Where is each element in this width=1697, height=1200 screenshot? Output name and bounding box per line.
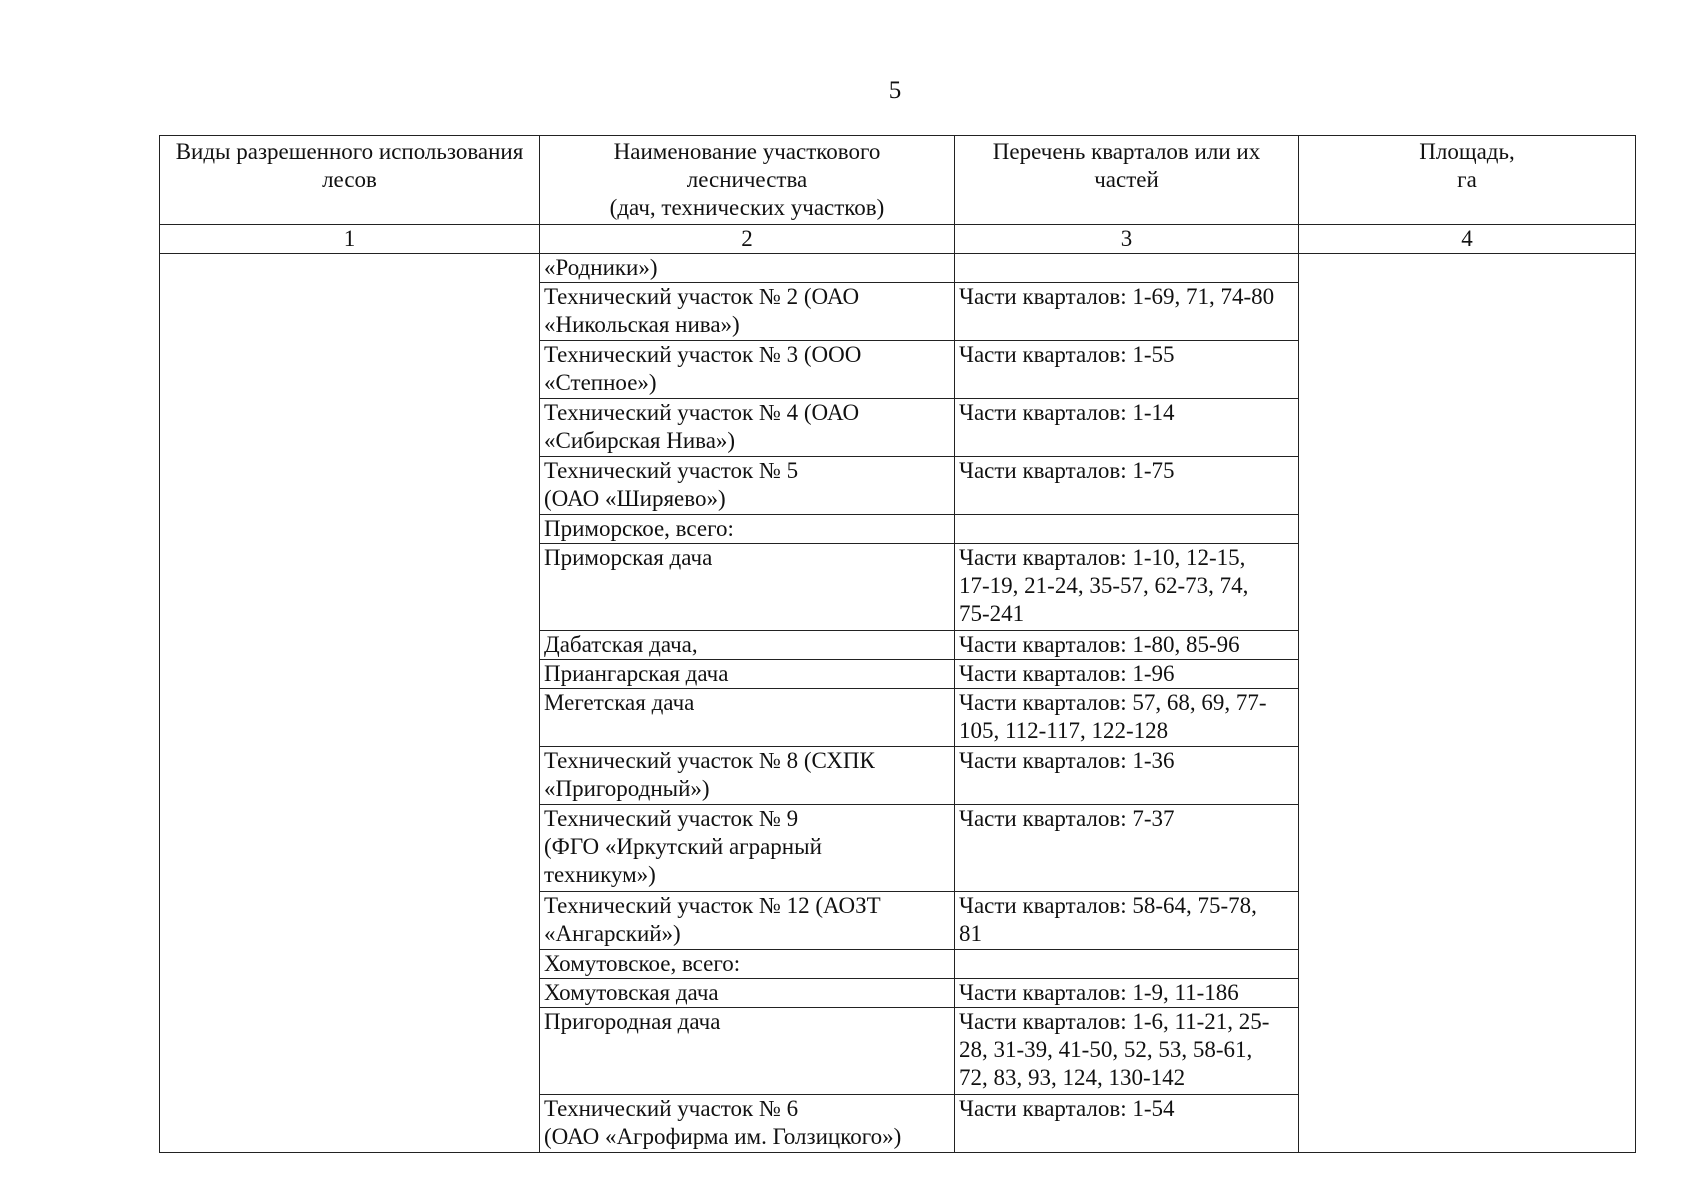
quarters-cell: Части кварталов: 1-96 [955,660,1299,689]
quarters-cell: Части кварталов: 1-55 [955,341,1299,399]
quarters-cell: Части кварталов: 1-75 [955,457,1299,515]
forestry-name-cell: Технический участок № 9 (ФГО «Иркутский аграрный техникум») [540,805,955,892]
quarters-cell: Части кварталов: 1-80, 85-96 [955,631,1299,660]
quarters-cell: Части кварталов: 1-36 [955,747,1299,805]
table-row [160,254,1636,283]
forestry-name-cell: Технический участок № 6 (ОАО «Агрофирма им. Голзицкого») [540,1095,955,1153]
forestry-name-cell: Мегетская дача [540,689,955,747]
page-number: 5 [888,77,902,104]
forestry-name-cell: Технический участок № 2 (ОАО «Никольская нива») [540,283,955,341]
forestry-name-cell: Технический участок № 4 (ОАО «Сибирская Нива») [540,399,955,457]
forestry-name-cell: Пригородная дача [540,1008,955,1095]
column-number: 3 [955,225,1299,254]
forest-use-type-cell [160,254,540,1153]
forestry-name-cell: Технический участок № 12 (АОЗТ «Ангарский») [540,892,955,950]
forestry-name-cell: Технический участок № 8 (СХПК «Пригородный») [540,747,955,805]
header-forest-use-type: Виды разрешенного использования лесов [160,136,540,225]
table-header-row [160,136,1636,225]
quarters-cell: Части кварталов: 1-14 [955,399,1299,457]
quarters-cell [955,950,1299,979]
quarters-cell [955,254,1299,283]
quarters-cell: Части кварталов: 1-6, 11-21, 25- 28, 31-39, 41-50, 52, 53, 58-61, 72, 83, 93, 124, 130-142 [955,1008,1299,1095]
quarters-cell: Части кварталов: 7-37 [955,805,1299,892]
quarters-cell: Части кварталов: 1-10, 12-15, 17-19, 21-24, 35-57, 62-73, 74, 75-241 [955,544,1299,631]
header-area: Площадь, га [1299,136,1636,225]
quarters-cell: Части кварталов: 1-69, 71, 74-80 [955,283,1299,341]
forestry-name-cell: Хомутовское, всего: [540,950,955,979]
forestry-name-cell: Дабатская дача, [540,631,955,660]
quarters-cell: Части кварталов: 57, 68, 69, 77- 105, 112-117, 122-128 [955,689,1299,747]
column-number: 4 [1299,225,1636,254]
forestry-name-cell: Технический участок № 5 (ОАО «Ширяево») [540,457,955,515]
forestry-name-cell: Приморское, всего: [540,515,955,544]
forestry-name-cell: Приморская дача [540,544,955,631]
forestry-name-cell: «Родники») [540,254,955,283]
forest-use-table [159,135,1636,1153]
header-quarters-list: Перечень кварталов или их частей [955,136,1299,225]
forestry-name-cell: Приангарская дача [540,660,955,689]
forestry-name-cell: Хомутовская дача [540,979,955,1008]
area-cell [1299,254,1636,1153]
column-number-row [160,225,1636,254]
quarters-cell: Части кварталов: 1-54 [955,1095,1299,1153]
column-number: 1 [160,225,540,254]
header-forestry-name: Наименование участкового лесничества (дач, технических участков) [540,136,955,225]
quarters-cell: Части кварталов: 1-9, 11-186 [955,979,1299,1008]
column-number: 2 [540,225,955,254]
quarters-cell [955,515,1299,544]
quarters-cell: Части кварталов: 58-64, 75-78, 81 [955,892,1299,950]
forestry-name-cell: Технический участок № 3 (ООО «Степное») [540,341,955,399]
